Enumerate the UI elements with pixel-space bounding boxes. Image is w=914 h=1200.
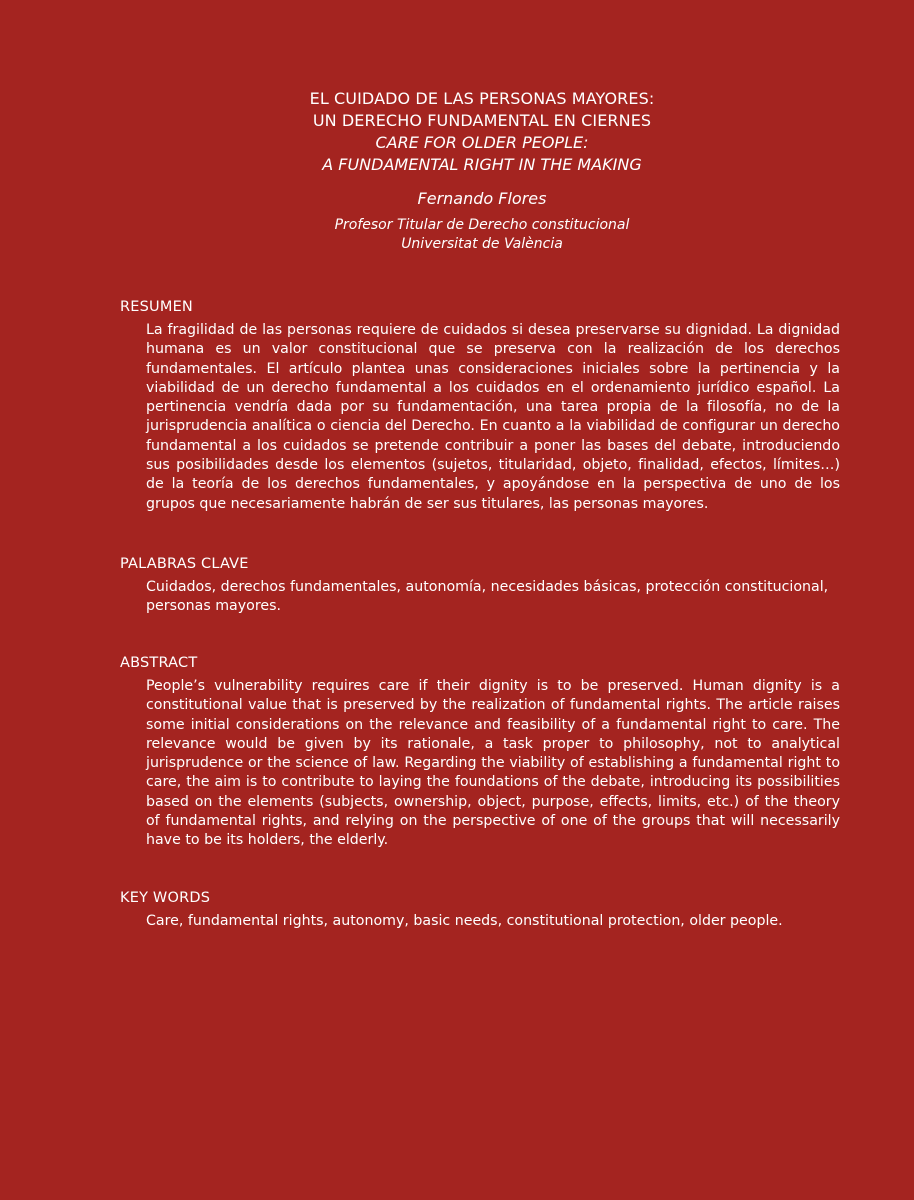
abstract-heading: ABSTRACT xyxy=(120,655,198,671)
key-words-body: Care, fundamental rights, autonomy, basic needs, constitutional protection, older people. xyxy=(146,913,783,929)
title-english-line-2: A FUNDAMENTAL RIGHT IN THE MAKING xyxy=(322,155,642,174)
palabras-clave-body: Cuidados, derechos fundamentales, autonomía, necesidades básicas, protección constitucional, personas mayores. xyxy=(146,579,829,615)
author-name: Fernando Flores xyxy=(417,189,547,208)
resumen-heading: RESUMEN xyxy=(120,299,193,315)
resumen-section xyxy=(120,297,840,514)
palabras-clave-section xyxy=(120,554,840,617)
author-institution: Universitat de València xyxy=(401,236,563,252)
title-spanish-line-2: UN DERECHO FUNDAMENTAL EN CIERNES xyxy=(312,111,652,130)
title-spanish-line-1: EL CUIDADO DE LAS PERSONAS MAYORES: xyxy=(309,89,655,108)
author-position: Profesor Titular de Derecho constitucional xyxy=(334,217,630,233)
key-words-section xyxy=(120,888,840,931)
title-english-line-1: CARE FOR OLDER PEOPLE: xyxy=(375,133,589,152)
resumen-body: La fragilidad de las personas requiere de cuidados si desea preservarse su dignidad. La dignidad humana es un valor constitucional que se preserva con la realización de los derechos fundamentales. El artículo plantea unas consideraciones iniciales sobre la pertinencia y la viabilidad de un derecho fundamental a los cuidados en el ordenamiento jurídico español. La pertinencia vendría dada por su fundamentación, una tarea propia de la filosofía, no de la jurisprudencia analítica o ciencia del Derecho. En cuanto a la viabilidad de configurar un derecho fundamental a los cuidados se pretende contribuir a poner las bases del debate, introduciendo sus posibilidades desde los elementos (sujetos, titularidad, objeto, finalidad, efectos, límites…) de la teoría de los derechos fundamentales, y apoyándose en la perspectiva de uno de los grupos que necesariamente habrán de ser sus titulares, las personas mayores. xyxy=(146,322,840,512)
key-words-heading: KEY WORDS xyxy=(120,890,211,906)
abstract-body: People’s vulnerability requires care if their dignity is to be preserved. Human dignity is a constitutional value that is preserved by the realization of fundamental rights. The article raises some initial considerations on the relevance and feasibility of a fundamental right to care. The relevance would be given by its rationale, a task proper to philosophy, not to analytical jurisprudence or the science of law. Regarding the viability of establishing a fundamental right to care, the aim is to contribute to laying the foundations of the debate, introducing its possibilities based on the elements (subjects, ownership, object, purpose, effects, limits, etc.) of the theory of fundamental rights, and relying on the perspective of one of the groups that will necessarily have to be its holders, the elderly. xyxy=(146,678,840,849)
title-block xyxy=(0,88,914,254)
palabras-clave-heading: PALABRAS CLAVE xyxy=(120,556,249,572)
abstract-section xyxy=(120,653,840,851)
